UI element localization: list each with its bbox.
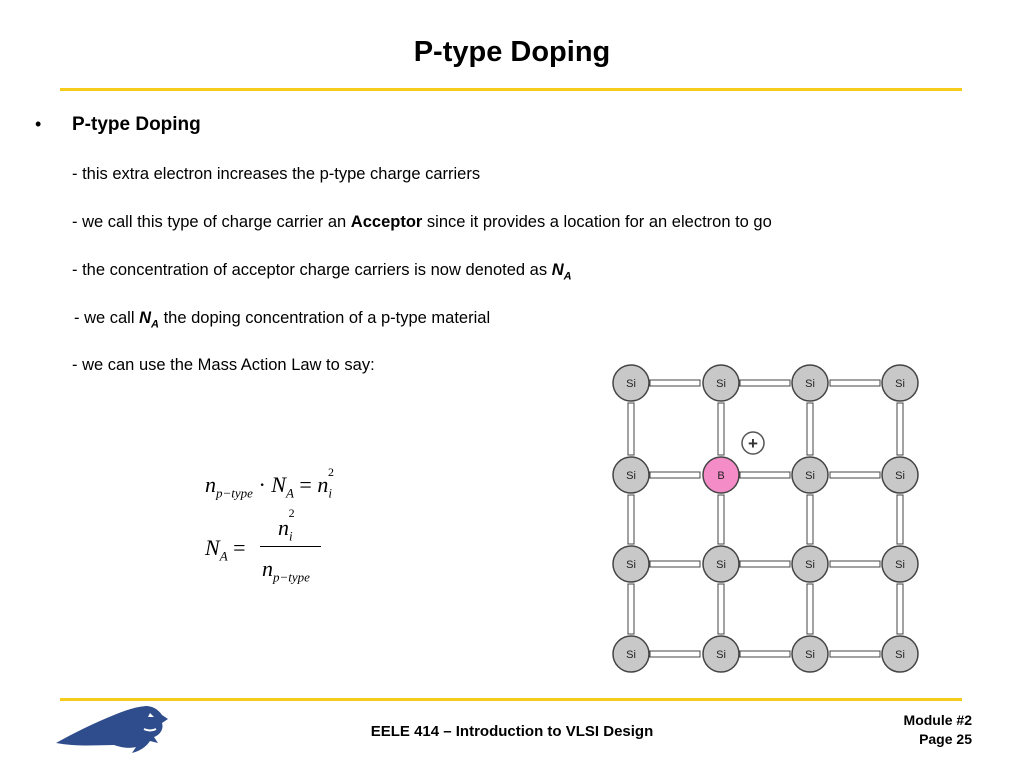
footer-divider — [60, 698, 962, 701]
eq2-ptype: p−type — [273, 569, 310, 585]
na-symbol-n: N — [551, 261, 564, 279]
acceptor-term: Acceptor — [350, 213, 423, 231]
eq1-n: n — [205, 472, 216, 497]
boron-atom-label: B — [717, 470, 725, 482]
hole-plus: + — [748, 434, 758, 453]
footer-course-title: EELE 414 – Introduction to VLSI Design — [370, 723, 654, 740]
si-atom-label: Si — [805, 559, 815, 571]
text-line-4-pre: - we call — [74, 309, 140, 327]
na-symbol-inline-n: N — [139, 309, 152, 327]
eq1-i: i — [328, 485, 332, 501]
eq2-n: n — [262, 556, 273, 581]
si-atom-label: Si — [626, 470, 636, 482]
bullet-heading: P-type Doping — [72, 114, 201, 135]
eq1-A: A — [285, 485, 294, 501]
eq2-i: i — [289, 528, 293, 544]
si-atom-label: Si — [716, 649, 726, 661]
boron-doped-lattice-diagram — [605, 360, 935, 680]
text-line-4 — [74, 309, 490, 330]
eq2-numerator — [278, 505, 299, 544]
eq2-squared: 2 — [288, 505, 295, 520]
footer-page: Page 25 — [919, 731, 972, 747]
text-line-1-content: - this extra electron increases the p-type charge carriers — [72, 165, 481, 183]
eq1-ni: n — [317, 472, 329, 497]
si-atom-label: Si — [805, 649, 815, 661]
si-atom-label: Si — [805, 470, 815, 482]
si-atom-label: Si — [895, 649, 905, 661]
lattice-bonds-vertical — [628, 403, 903, 634]
si-atom-label: Si — [895, 378, 905, 390]
si-atom-label: Si — [626, 378, 636, 390]
text-line-2-post: since it provides a location for an electron to go — [422, 213, 772, 231]
lattice-bonds-horizontal — [650, 380, 880, 657]
text-line-3 — [72, 261, 572, 282]
mass-action-equation — [205, 464, 338, 501]
text-line-5-content: - we can use the Mass Action Law to say: — [72, 356, 375, 374]
eq2-denominator — [262, 556, 310, 585]
si-atom-label: Si — [805, 378, 815, 390]
si-atom-label: Si — [716, 559, 726, 571]
na-symbol-a: A — [563, 270, 572, 283]
text-line-2 — [72, 213, 772, 232]
text-line-1 — [72, 165, 480, 184]
slide-title: P-type Doping — [413, 36, 611, 68]
eq2-A: A — [219, 548, 228, 564]
na-symbol-inline — [139, 309, 159, 331]
footer-module-info — [904, 711, 972, 749]
eq1-ptype: p−type — [216, 485, 253, 501]
eq2-lhs — [205, 535, 246, 564]
eq1-N: N — [271, 472, 286, 497]
si-atom-label: Si — [626, 559, 636, 571]
na-symbol — [551, 261, 572, 283]
eq1-squared: 2 — [327, 464, 334, 479]
si-atom-label: Si — [626, 649, 636, 661]
text-line-3-pre: - the concentration of acceptor charge carriers is now denoted as — [72, 261, 552, 279]
eq1-dot: · — [258, 472, 266, 497]
si-atom-label: Si — [895, 559, 905, 571]
eq2-equals: = — [233, 535, 246, 560]
eq2-N: N — [205, 535, 220, 560]
fraction-bar — [260, 546, 321, 547]
text-line-4-post: the doping concentration of a p-type material — [158, 309, 491, 327]
footer-module: Module #2 — [903, 712, 972, 728]
si-atom-label: Si — [716, 378, 726, 390]
eq1-equals: = — [299, 472, 312, 497]
si-atom-label: Si — [895, 470, 905, 482]
text-line-2-pre: - we call this type of charge carrier an — [72, 213, 351, 231]
bullet-marker: • — [35, 114, 42, 134]
eq2-ni: n — [278, 515, 289, 540]
na-symbol-inline-a: A — [151, 318, 159, 331]
text-line-5 — [72, 356, 375, 375]
title-divider — [60, 88, 962, 91]
